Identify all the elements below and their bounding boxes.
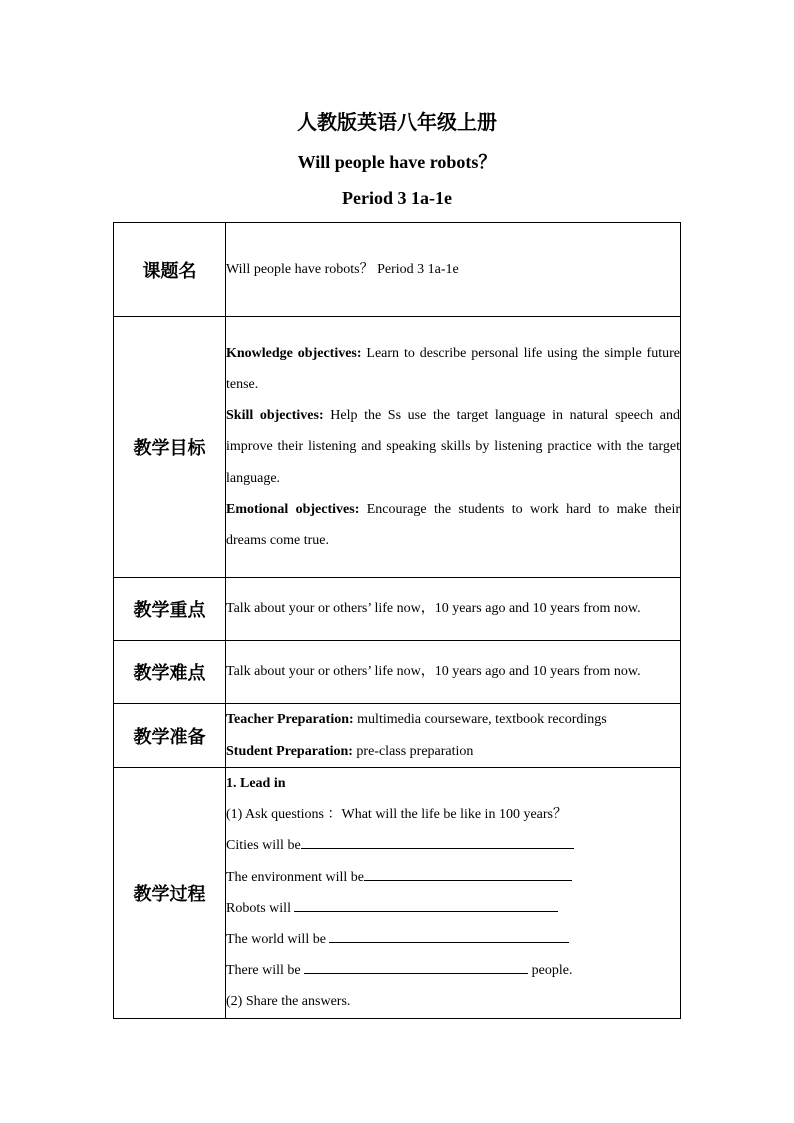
process-question: (1) Ask questions ：What will the life be like in 100 years？	[226, 807, 567, 823]
skill-objectives-text: Help the Ss use the target language in natural speech and improve their listening and speaking skills by listening practice with the target language.	[226, 408, 680, 486]
teacher-preparation-label: Teacher Preparation:	[226, 712, 354, 728]
cities-blank[interactable]	[301, 833, 574, 849]
emotional-objectives-text: Encourage the students to work hard to make their dreams come true.	[226, 501, 680, 548]
objectives-row	[114, 317, 681, 578]
cities-line: Cities will be	[226, 830, 680, 861]
robots-blank[interactable]	[294, 896, 558, 912]
skill-objectives-label: Skill objectives:	[226, 408, 324, 424]
knowledge-objectives	[226, 338, 680, 400]
teacher-preparation	[226, 704, 680, 735]
difficult-points-text: Talk about your or others’ life now，10 years ago and 10 years from now.	[226, 641, 681, 704]
period-title: Period 3 1a-1e	[342, 188, 452, 208]
world-line: The world will be	[226, 924, 680, 955]
preparation-row	[114, 704, 681, 768]
knowledge-objectives-text: Learn to describe personal life using the simple future tense.	[226, 345, 680, 392]
share-answers: (2) Share the answers.	[226, 994, 351, 1010]
document-title: 人教版英语八年级上册	[297, 110, 497, 134]
difficult-points-label: 教学难点	[114, 641, 226, 704]
there-blank[interactable]	[304, 958, 528, 974]
topic-text: Will people have robots？ Period 3 1a-1e	[226, 223, 681, 317]
lesson-title: Will people have robots？	[297, 152, 497, 172]
process-content	[226, 768, 681, 1019]
preparation-content	[226, 704, 681, 768]
topic-label: 课题名	[114, 223, 226, 317]
objectives-label: 教学目标	[114, 317, 226, 578]
skill-objectives	[226, 400, 680, 494]
emotional-objectives	[226, 494, 680, 556]
there-line: There will be people.	[226, 955, 680, 986]
key-points-label: 教学重点	[114, 578, 226, 641]
objectives-content	[226, 317, 681, 578]
world-blank[interactable]	[329, 927, 569, 943]
robots-line: Robots will	[226, 893, 680, 924]
process-label: 教学过程	[114, 768, 226, 1019]
student-preparation	[226, 736, 680, 767]
teacher-preparation-text: multimedia courseware, textbook recordings	[353, 712, 607, 728]
topic-row	[114, 223, 681, 317]
emotional-objectives-label: Emotional objectives:	[226, 501, 360, 517]
lesson-plan-table	[113, 222, 681, 1019]
process-row	[114, 768, 681, 1019]
process-step-title: 1. Lead in	[226, 776, 286, 791]
student-preparation-text: pre-class preparation	[352, 743, 474, 759]
knowledge-objectives-label: Knowledge objectives:	[226, 345, 362, 361]
preparation-label: 教学准备	[114, 704, 226, 768]
key-points-text: Talk about your or others’ life now，10 years ago and 10 years from now.	[226, 578, 681, 641]
difficult-points-row	[114, 641, 681, 704]
environment-blank[interactable]	[364, 865, 572, 881]
key-points-row	[114, 578, 681, 641]
environment-line: The environment will be	[226, 862, 680, 893]
student-preparation-label: Student Preparation:	[226, 743, 353, 759]
